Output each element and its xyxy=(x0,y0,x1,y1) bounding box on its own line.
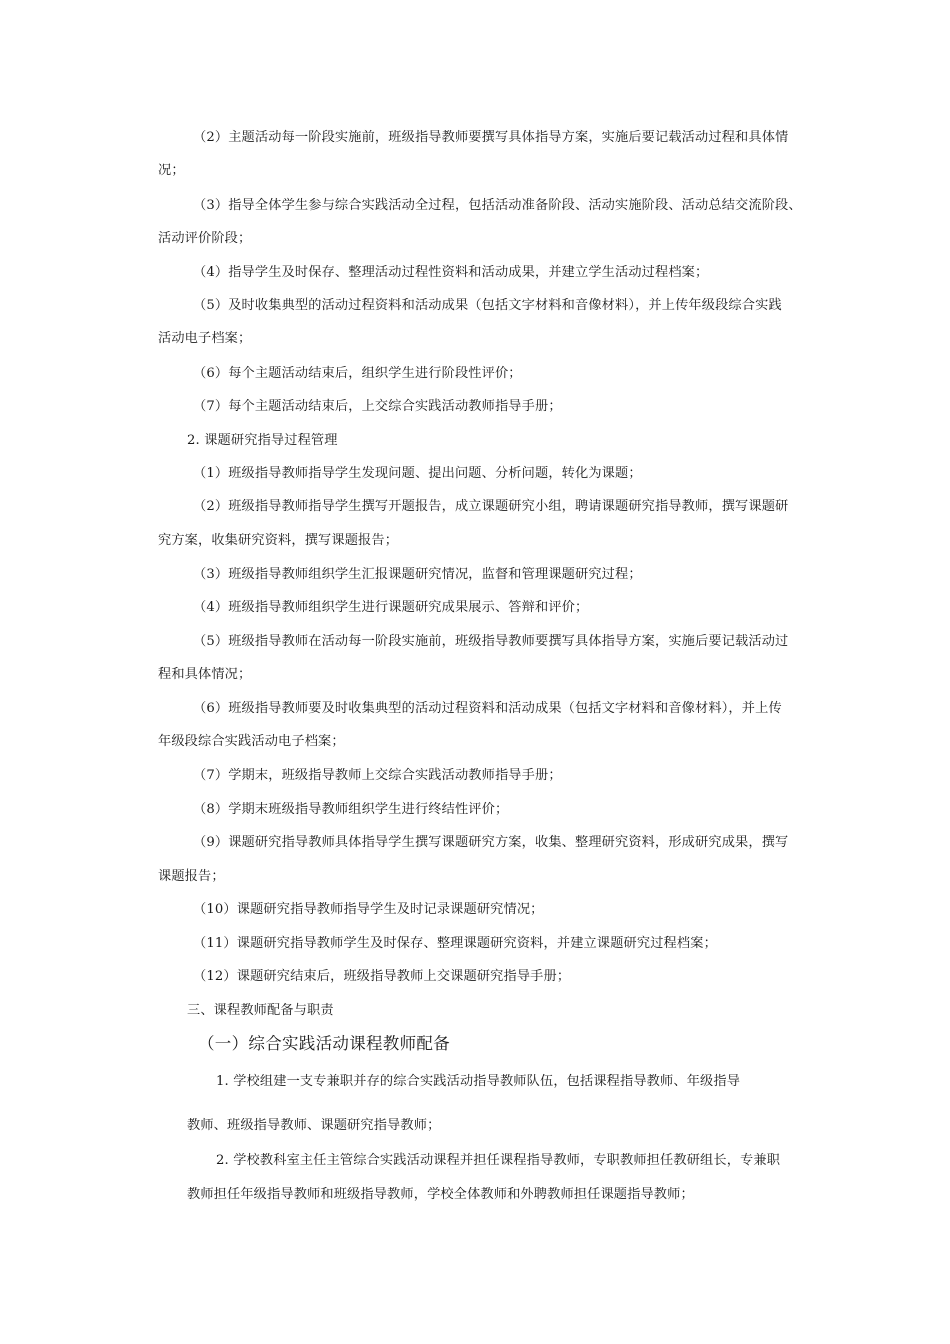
paragraph-line: （3）指导全体学生参与综合实践活动全过程，包括活动准备阶段、活动实施阶段、活动总结交流阶段、 xyxy=(193,198,802,213)
paragraph-line: （7）每个主题活动结束后，上交综合实践活动教师指导手册； xyxy=(193,399,562,414)
paragraph-line: （5）班级指导教师在活动每一阶段实施前，班级指导教师要撰写具体指导方案，实施后要记载活动过 xyxy=(193,634,789,649)
paragraph-line: 程和具体情况； xyxy=(158,667,252,682)
paragraph-line: 教师担任年级指导教师和班级指导教师，学校全体教师和外聘教师担任课题指导教师； xyxy=(187,1187,694,1202)
paragraph-line: （9）课题研究指导教师具体指导学生撰写课题研究方案，收集、整理研究资料，形成研究成果，撰写 xyxy=(193,835,789,850)
paragraph-line: （4）指导学生及时保存、整理活动过程性资料和活动成果，并建立学生活动过程档案； xyxy=(193,265,709,280)
paragraph-line: 究方案，收集研究资料，撰写课题报告； xyxy=(158,533,399,548)
paragraph-line: 课题报告； xyxy=(158,869,225,884)
paragraph-line: 2. 学校教科室主任主管综合实践活动课程并担任课程指导教师，专职教师担任教研组长，专兼职 xyxy=(216,1153,781,1168)
paragraph-line: （8）学期末班级指导教师组织学生进行终结性评价； xyxy=(193,802,509,817)
paragraph-line: （2）班级指导教师指导学生撰写开题报告，成立课题研究小组，聘请课题研究指导教师，撰写课题研 xyxy=(193,499,789,514)
paragraph-line: 教师、班级指导教师、课题研究指导教师； xyxy=(187,1118,441,1133)
paragraph-line: 年级段综合实践活动电子档案； xyxy=(158,734,345,749)
subsection-heading: （一）综合实践活动课程教师配备 xyxy=(198,1034,450,1053)
paragraph-line: 1. 学校组建一支专兼职并存的综合实践活动指导教师队伍，包括课程指导教师、年级指导 xyxy=(216,1074,741,1089)
paragraph-line: （12）课题研究结束后，班级指导教师上交课题研究指导手册； xyxy=(193,969,571,984)
paragraph-line: 活动电子档案； xyxy=(158,331,252,346)
paragraph-line: （4）班级指导教师组织学生进行课题研究成果展示、答辩和评价； xyxy=(193,600,589,615)
paragraph-line: （10）课题研究指导教师指导学生及时记录课题研究情况； xyxy=(193,902,544,917)
paragraph-line: （3）班级指导教师组织学生汇报课题研究情况，监督和管理课题研究过程； xyxy=(193,567,642,582)
paragraph-line: （11）课题研究指导教师学生及时保存、整理课题研究资料，并建立课题研究过程档案； xyxy=(193,936,717,951)
paragraph-line: （2）主题活动每一阶段实施前，班级指导教师要撰写具体指导方案，实施后要记载活动过程和具体情 xyxy=(193,130,789,145)
paragraph-line: （5）及时收集典型的活动过程资料和活动成果（包括文字材料和音像材料），并上传年级段综合实践 xyxy=(193,298,782,313)
paragraph-line: （1）班级指导教师指导学生发现问题、提出问题、分析问题，转化为课题； xyxy=(193,466,642,481)
paragraph-line: （6）每个主题活动结束后，组织学生进行阶段性评价； xyxy=(193,366,522,381)
paragraph-line: 活动评价阶段； xyxy=(158,231,252,246)
paragraph-line: （7）学期末，班级指导教师上交综合实践活动教师指导手册； xyxy=(193,768,562,783)
section-heading: 三、课程教师配备与职责 xyxy=(187,1003,334,1018)
subheading: 2. 课题研究指导过程管理 xyxy=(187,433,338,448)
paragraph-line: 况； xyxy=(158,163,185,178)
paragraph-line: （6）班级指导教师要及时收集典型的活动过程资料和活动成果（包括文字材料和音像材料），并上传 xyxy=(193,701,782,716)
